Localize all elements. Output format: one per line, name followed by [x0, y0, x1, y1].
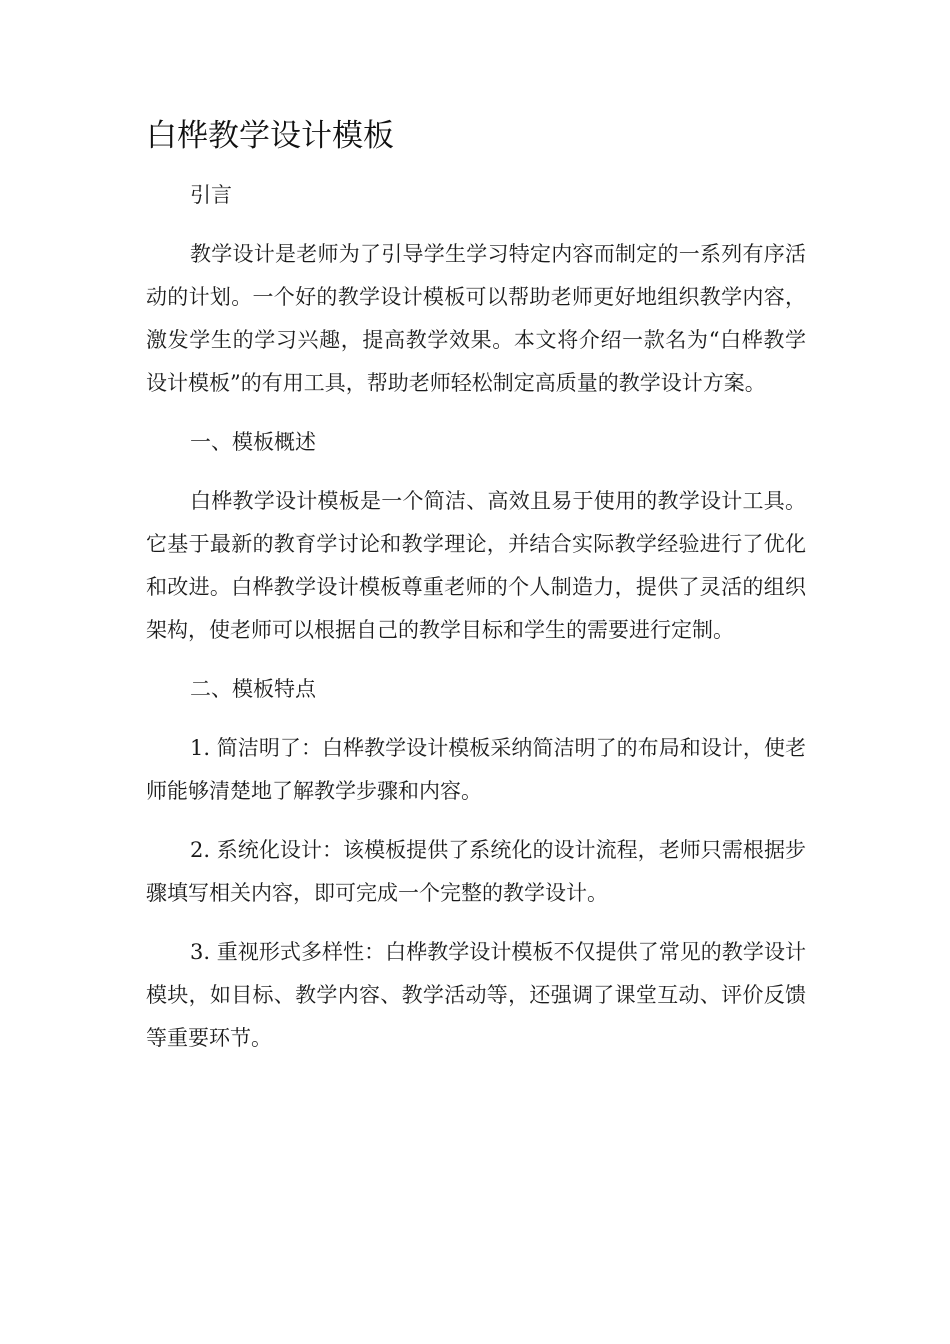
section-features-heading: 二、模板特点: [190, 677, 316, 701]
section-overview-paragraph: 白桦教学设计模板是一个简洁、高效且易于使用的教学设计工具。它基于最新的教育学讨论和教学理论，并结合实际教学经验进行了优化和改进。白桦教学设计模板尊重老师的个人制造力，提供了灵活的组织架构，使老师可以根据自己的教学目标和学生的需要进行定制。: [146, 489, 806, 642]
feature-item-diversity: 3. 重视形式多样性：白桦教学设计模板不仅提供了常见的教学设计模块，如目标、教学内容、教学活动等，还强调了课堂互动、评价反馈等重要环节。: [146, 940, 806, 1050]
section-overview-heading: 一、模板概述: [190, 430, 316, 454]
document-title: 白桦教学设计模板: [146, 118, 394, 154]
intro-paragraph: 教学设计是老师为了引导学生学习特定内容而制定的一系列有序活动的计划。一个好的教学设计模板可以帮助老师更好地组织教学内容，激发学生的学习兴趣，提高教学效果。本文将介绍一款名为“白桦教学设计模板”的有用工具，帮助老师轻松制定高质量的教学设计方案。: [146, 242, 806, 395]
feature-item-systematic: 2. 系统化设计：该模板提供了系统化的设计流程，老师只需根据步骤填写相关内容，即可完成一个完整的教学设计。: [146, 838, 806, 905]
document-body: [146, 112, 806, 1076]
intro-heading: 引言: [190, 183, 232, 207]
feature-item-simple: 1. 简洁明了：白桦教学设计模板采纳简洁明了的布局和设计，使老师能够清楚地了解教学步骤和内容。: [146, 736, 806, 803]
